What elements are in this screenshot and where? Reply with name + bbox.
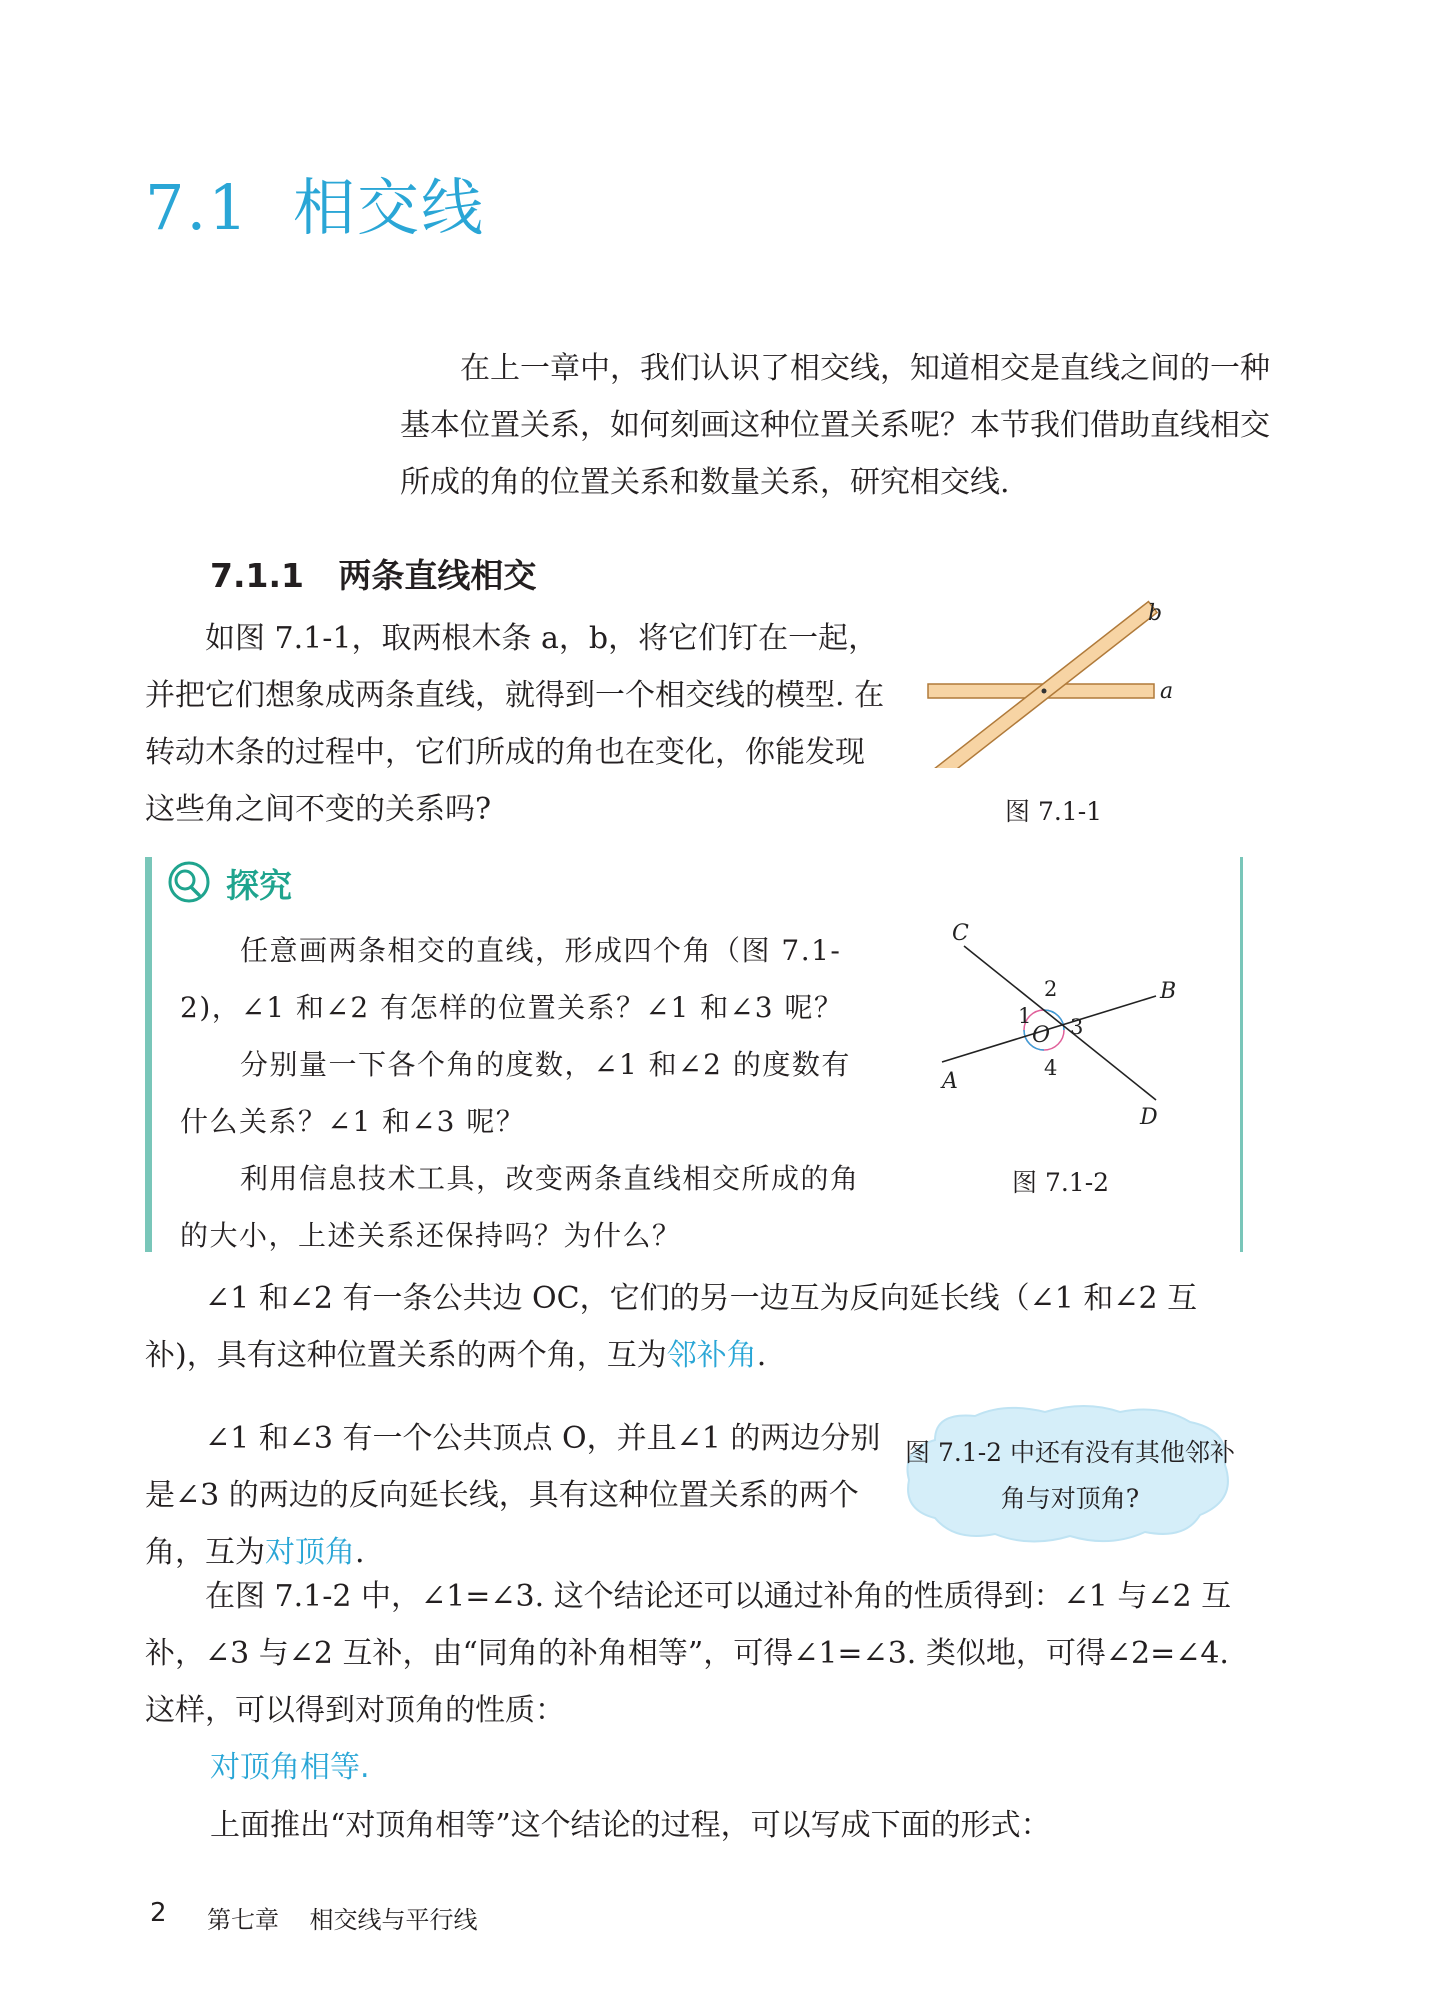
conclusion-text: 对顶角相等. — [210, 1750, 370, 1785]
page-number: 2 — [150, 1898, 167, 1928]
explore-text — [180, 922, 880, 1264]
paragraph-4: 在图 7.1-2 中，∠1=∠3. 这个结论还可以通过补角的性质得到：∠1 与∠2 互补，∠3 与∠2 互补，由“同角的补角相等”，可得∠1=∠3. 类似地，可得∠2=∠4. 这样，可以得到对顶角的性质： — [145, 1579, 1232, 1728]
angle-label-3: 3 — [1070, 1015, 1084, 1039]
term-adjacent-supplementary: 邻补角 — [666, 1338, 757, 1373]
intro-paragraph: 在上一章中，我们认识了相交线，知道相交是直线之间的一种基本位置关系，如何刻画这种位置关系呢？本节我们借助直线相交所成的角的位置关系和数量关系，研究相交线. — [400, 351, 1270, 500]
angle-label-1: 1 — [1018, 1004, 1032, 1028]
explore-line-2: 分别量一下各个角的度数，∠1 和∠2 的度数有什么关系？∠1 和∠3 呢？ — [180, 1048, 851, 1138]
explore-left-bar — [145, 857, 152, 1252]
cloud-text: 图 7.1-2 中还有没有其他邻补角与对顶角? — [905, 1438, 1236, 1513]
explore-title: 探究 — [226, 866, 292, 905]
label-O: O — [1032, 1023, 1051, 1048]
figure-7-1-2 — [920, 920, 1180, 1130]
intro-text — [400, 340, 1280, 511]
paragraph-2 — [145, 1270, 1253, 1384]
angle-label-4: 4 — [1044, 1056, 1058, 1080]
figure-7-1-2-caption: 图 7.1-2 — [1012, 1168, 1110, 1197]
section-title: 7.1 相交线 — [145, 171, 486, 244]
explore-icon — [167, 860, 211, 904]
label-D: D — [1140, 1105, 1158, 1130]
label-a: a — [1160, 679, 1174, 704]
explore-line-1: 任意画两条相交的直线，形成四个角（图 7.1-2)，∠1 和∠2 有怎样的位置关系？∠1 和∠3 呢？ — [180, 934, 844, 1024]
paragraph-3-text: ∠1 和∠3 有一个公共顶点 O，并且∠1 的两边分别是∠3 的两边的反向延长线，具有这种位置关系的两个角，互为 — [145, 1421, 881, 1570]
angle-label-2: 2 — [1044, 977, 1058, 1001]
label-C: C — [952, 921, 969, 946]
explore-line-3: 利用信息技术工具，改变两条直线相交所成的角的大小，上述关系还保持吗？为什么？ — [180, 1162, 860, 1252]
label-A: A — [942, 1069, 958, 1094]
chapter-footer: 第七章 相交线与平行线 — [207, 1906, 478, 1934]
label-B: B — [1160, 979, 1177, 1004]
paragraph-3 — [145, 1410, 887, 1581]
figure-7-1-1 — [920, 598, 1180, 768]
paragraph-2-text: ∠1 和∠2 有一条公共边 OC，它们的另一边互为反向延长线（∠1 和∠2 互补)，具有这种位置关系的两个角，互为 — [145, 1281, 1198, 1373]
paragraph-2-end: . — [756, 1338, 767, 1373]
paragraph-3-end: . — [355, 1535, 365, 1570]
explore-right-bar — [1240, 857, 1243, 1252]
paragraph-5: 上面推出“对顶角相等”这个结论的过程，可以写成下面的形式： — [210, 1808, 1051, 1843]
line-CD — [964, 946, 1156, 1100]
label-b: b — [1148, 601, 1163, 626]
nail-point — [1042, 689, 1047, 694]
term-vertical-angles: 对顶角 — [265, 1535, 355, 1570]
subsection-title: 7.1.1 两条直线相交 — [210, 556, 537, 595]
paragraph-1: 如图 7.1-1，取两根木条 a，b，将它们钉在一起，并把它们想象成两条直线，就得到一个相交线的模型. 在转动木条的过程中，它们所成的角也在变化，你能发现这些角之间不变的关系吗? — [145, 621, 885, 827]
figure-7-1-1-caption: 图 7.1-1 — [1005, 797, 1103, 826]
